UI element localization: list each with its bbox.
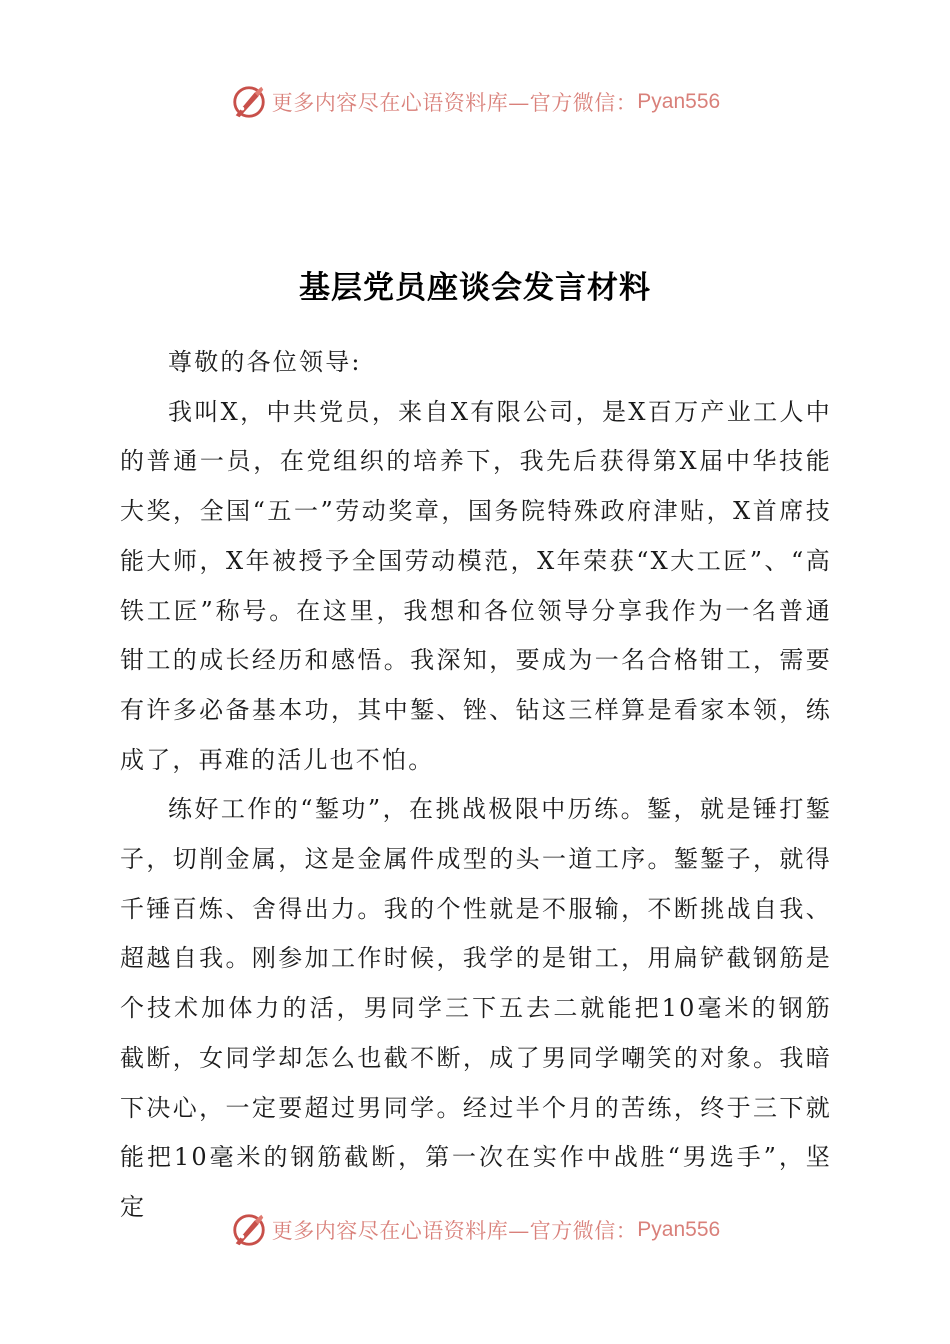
document-body: [120, 338, 832, 1233]
banner-wechat-id: Pyan556: [637, 90, 721, 113]
greeting: 尊敬的各位领导:: [168, 348, 362, 376]
paragraph: 练好工作的“錾功”，在挑战极限中历练。錾，就是锤打錾子，切削金属，这是金属件成型的头一道工序。錾錾子，就得千锤百炼、舍得出力。我的个性就是不服输，不断挑战自我、超越自我。刚参加工作时候，我学的是钳工，用扁铲截钢筋是个技术加体力的活，男同学三下五去二就能把10毫米的钢筋截断，女同学却怎么也截不断，成了男同学嘲笑的对象。我暗下决心，一定要超过男同学。经过半个月的苦练，终于三下就能把10毫米的钢筋截断，第一次在实作中战胜“男选手”，坚定: [120, 795, 832, 1221]
banner-text: 更多内容尽在心语资料库—官方微信：: [271, 91, 638, 115]
document-title: 基层党员座谈会发言材料: [299, 270, 651, 306]
banner-text: 更多内容尽在心语资料库—官方微信：: [271, 1219, 638, 1243]
header-watermark-banner: [0, 80, 950, 124]
footer-watermark-banner: [0, 1208, 950, 1252]
paragraph: 我叫X，中共党员，来自X有限公司，是X百万产业工人中的普通一员，在党组织的培养下，我先后获得第X届中华技能大奖，全国“五一”劳动奖章，国务院特殊政府津贴，X首席技能大师，X年被授予全国劳动模范，X年荣获“X大工匠”、“高铁工匠”称号。在这里，我想和各位领导分享我作为一名普通钳工的成长经历和感悟。我深知，要成为一名合格钳工，需要有许多必备基本功，其中錾、锉、钻这三样算是看家本领，练成了，再难的活儿也不怕。: [120, 397, 832, 774]
pen-logo-icon: [230, 1211, 268, 1249]
pen-logo-icon: [230, 83, 268, 121]
banner-wechat-id: Pyan556: [637, 1218, 721, 1241]
